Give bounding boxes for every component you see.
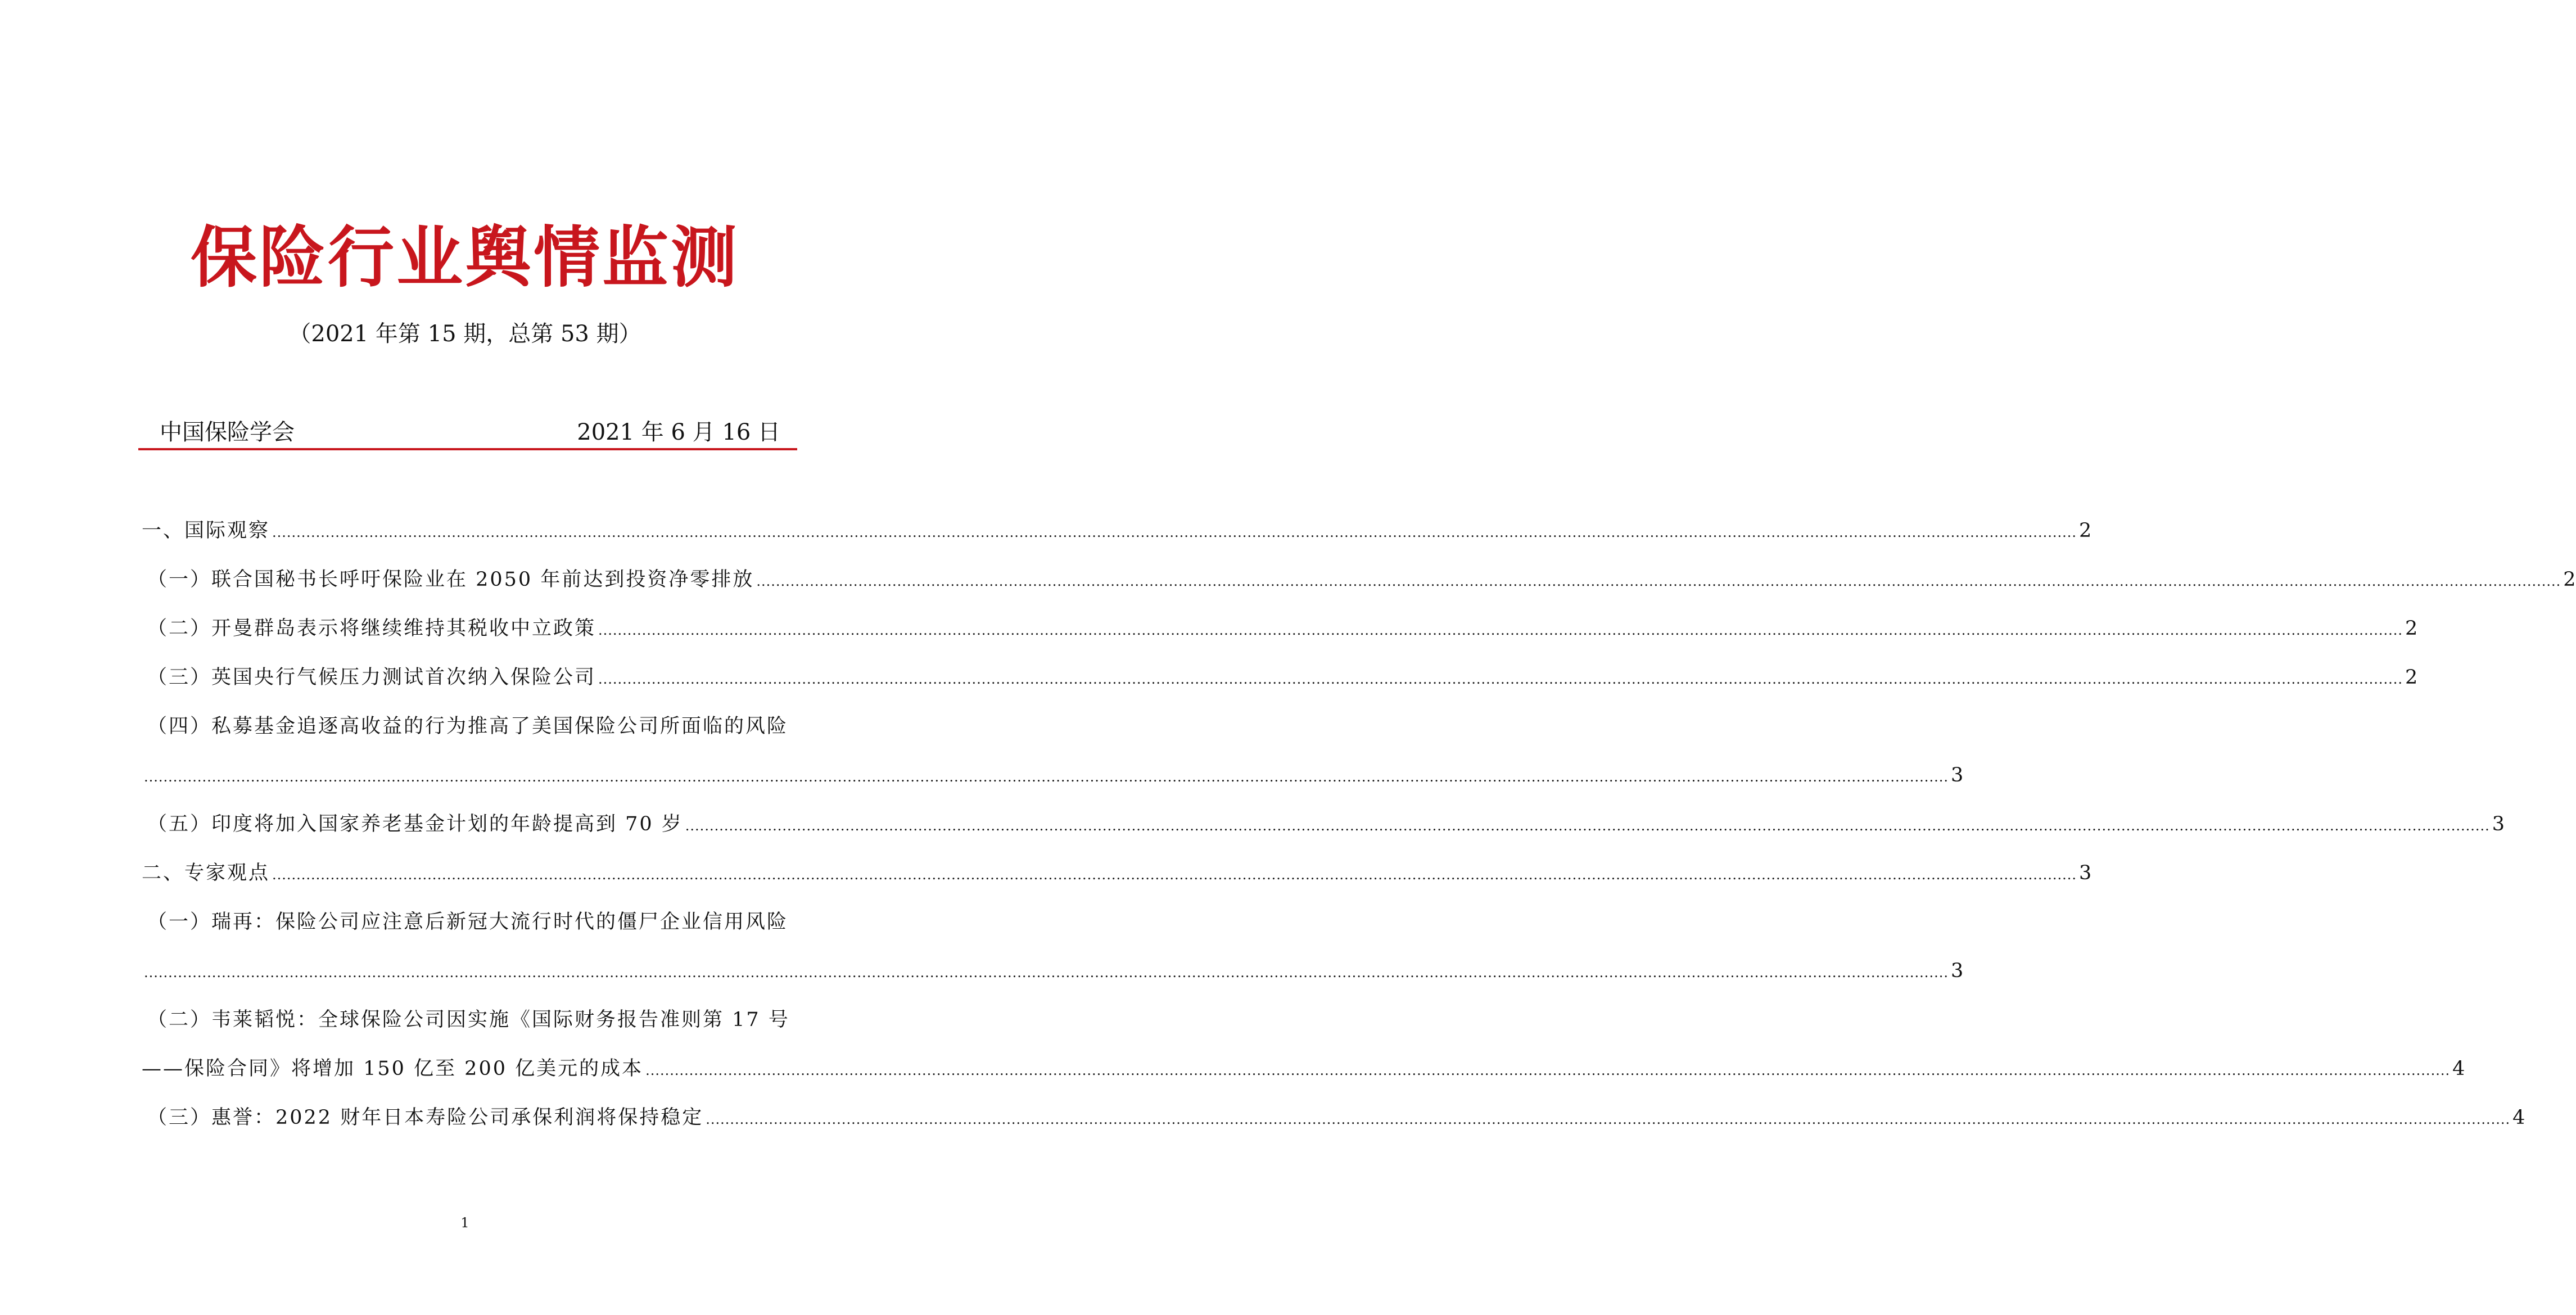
toc-entry[interactable] [142,563,2576,612]
toc-entry-text: （五）印度将加入国家养老基金计划的年龄提高到 70 岁 [147,813,683,835]
toc-leader-dots [272,516,2077,549]
toc-entry-text: （二）开曼群岛表示将继续维持其税收中立政策 [147,617,596,640]
table-of-contents [142,514,2576,1150]
toc-entry-text: （一）联合国秘书长呼吁保险业在 2050 年前达到投资净零排放 [147,568,754,591]
toc-page-number: 3 [2078,862,2092,884]
toc-leader-dots [598,663,2403,695]
toc-page-number: 4 [2512,1106,2525,1129]
toc-page-number: 3 [2492,813,2505,835]
toc-leader-dots [144,956,1949,989]
toc-page-number: 3 [1950,960,1964,982]
masthead [138,416,797,449]
toc-entry-text: （四）私募基金追逐高收益的行为推高了美国保险公司所面临的风险 [147,715,789,738]
issue-date: 2021 年 6 月 16 日 [577,419,780,445]
toc-leader-dots [144,761,1949,793]
toc-entry[interactable] [142,514,2092,563]
toc-leader-dots [756,565,2561,598]
toc-entry[interactable] [142,612,2418,661]
toc-entry-text: ——保险合同》将增加 150 亿至 200 亿美元的成本 [142,1058,644,1080]
page-number: 1 [460,1215,469,1231]
header-rule [138,448,797,450]
toc-entry[interactable] [142,759,1964,808]
toc-page-number: 2 [2563,568,2576,591]
toc-entry-text: 二、专家观点 [142,862,270,884]
issue-subtitle: （2021 年第 15 期，总第 53 期） [288,321,641,347]
toc-leader-dots [645,1054,2450,1087]
toc-entry-text: 一、国际观察 [142,519,270,542]
document-title: 保险行业舆情监测 [190,218,739,296]
toc-entry[interactable] [142,1004,794,1052]
toc-entry[interactable] [142,1052,2465,1101]
toc-leader-dots [685,810,2490,842]
toc-entry[interactable] [142,906,794,955]
organization-name: 中国保险学会 [160,419,295,445]
toc-entry-text: （三）惠誉：2022 财年日本寿险公司承保利润将保持稳定 [147,1106,704,1129]
toc-page-number: 2 [2078,519,2092,542]
toc-entry[interactable] [142,857,2092,906]
toc-leader-dots [598,614,2403,647]
toc-entry[interactable] [142,808,2505,857]
toc-entry-text: （三）英国央行气候压力测试首次纳入保险公司 [147,666,596,689]
toc-entry-text: （一）瑞再：保险公司应注意后新冠大流行时代的僵尸企业信用风险 [147,911,789,933]
toc-entry[interactable] [142,710,794,759]
toc-entry[interactable] [142,955,1964,1004]
toc-entry[interactable] [142,661,2418,710]
toc-entry-text: （二）韦莱韬悦：全球保险公司因实施《国际财务报告准则第 17 号 [147,1009,790,1031]
toc-page-number: 2 [2405,617,2418,640]
toc-entry[interactable] [142,1101,2525,1150]
toc-leader-dots [706,1103,2510,1136]
toc-page-number: 3 [1950,764,1964,787]
toc-page-number: 4 [2452,1058,2465,1080]
toc-leader-dots [272,858,2077,891]
toc-page-number: 2 [2405,666,2418,689]
